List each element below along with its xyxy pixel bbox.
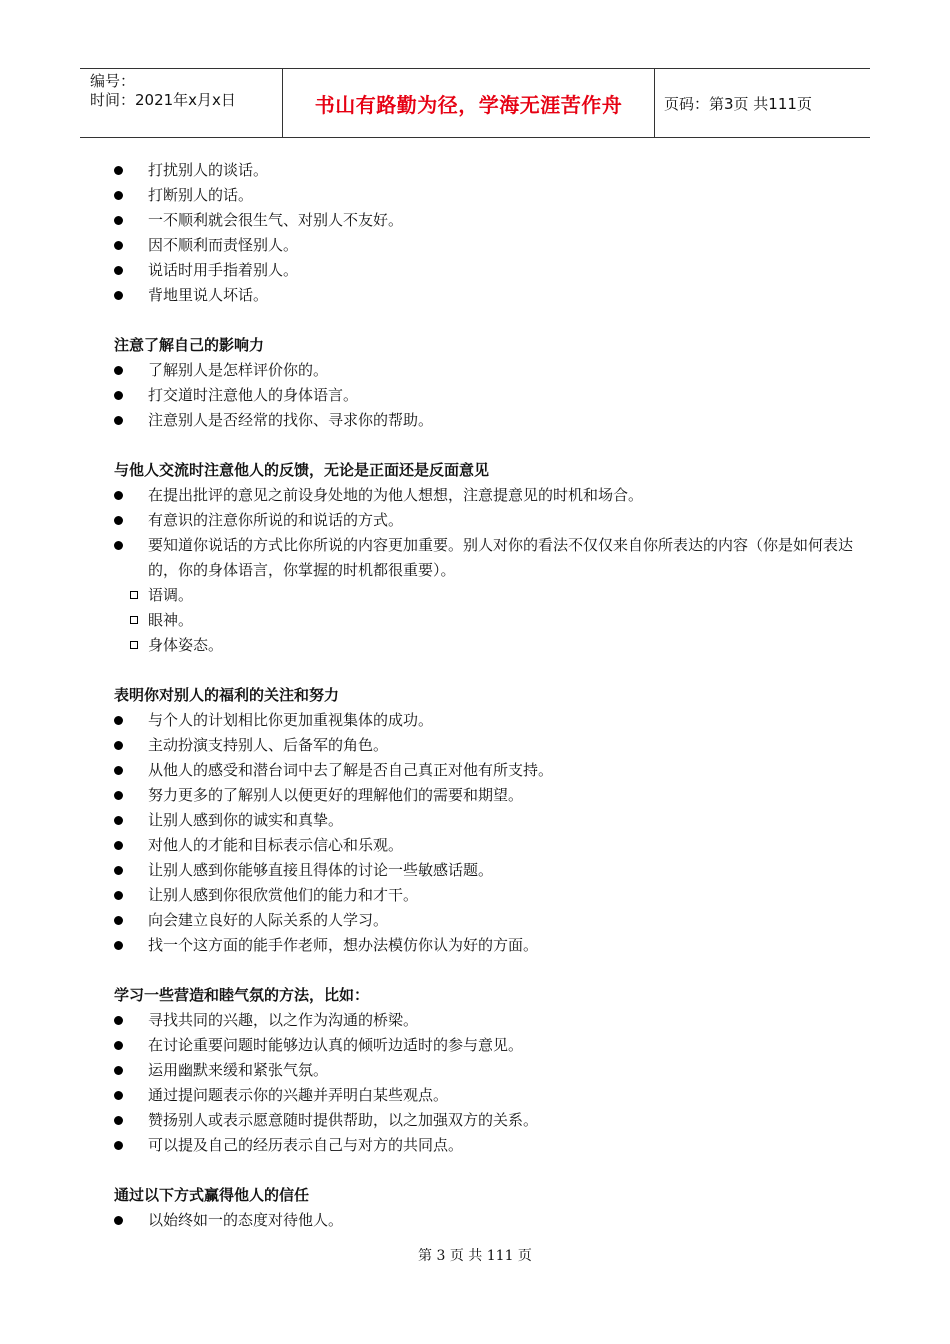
section bbox=[114, 158, 854, 308]
list-item bbox=[114, 833, 854, 858]
bullet-icon bbox=[114, 491, 123, 500]
bullet-icon bbox=[114, 541, 123, 550]
list-item-text: 向会建立良好的人际关系的人学习。 bbox=[148, 911, 389, 929]
list-item bbox=[114, 908, 854, 933]
list-item bbox=[114, 933, 854, 958]
section bbox=[114, 1183, 854, 1233]
bullet-list bbox=[114, 158, 854, 308]
list-item bbox=[114, 408, 854, 433]
list-item bbox=[114, 183, 854, 208]
list-item bbox=[114, 1108, 854, 1133]
bullet-icon bbox=[114, 1216, 123, 1225]
bullet-icon bbox=[114, 391, 123, 400]
list-item-text: 因不顺利而责怪别人。 bbox=[148, 236, 299, 254]
bullet-icon bbox=[114, 1141, 123, 1150]
header-motto-cell bbox=[283, 69, 655, 137]
header-page-code: 页码：第3页 共111页 bbox=[664, 94, 812, 113]
bullet-icon bbox=[114, 916, 123, 925]
sub-list-item bbox=[114, 633, 854, 658]
bullet-icon bbox=[114, 216, 123, 225]
section-heading: 注意了解自己的影响力 bbox=[114, 336, 265, 354]
sub-list-item-text: 眼神。 bbox=[148, 611, 194, 629]
list-item bbox=[114, 1058, 854, 1083]
sub-list-item-text: 身体姿态。 bbox=[148, 636, 224, 654]
list-item-text: 注意别人是否经常的找你、寻求你的帮助。 bbox=[148, 411, 434, 429]
section-heading: 学习一些营造和睦气氛的方法，比如： bbox=[114, 986, 370, 1004]
bullet-list bbox=[114, 708, 854, 958]
bullet-icon bbox=[114, 1091, 123, 1100]
list-item-text: 一不顺利就会很生气、对别人不友好。 bbox=[148, 211, 404, 229]
bullet-icon bbox=[114, 941, 123, 950]
bullet-icon bbox=[114, 191, 123, 200]
list-item bbox=[114, 258, 854, 283]
section bbox=[114, 458, 854, 658]
bullet-list bbox=[114, 358, 854, 433]
list-item-text: 有意识的注意你所说的和说话的方式。 bbox=[148, 511, 404, 529]
list-item bbox=[114, 758, 854, 783]
list-item bbox=[114, 883, 854, 908]
bullet-icon bbox=[114, 866, 123, 875]
square-bullet-icon bbox=[130, 591, 138, 599]
bullet-icon bbox=[114, 716, 123, 725]
list-item-text: 让别人感到你很欣赏他们的能力和才干。 bbox=[148, 886, 419, 904]
section-heading: 与他人交流时注意他人的反馈，无论是正面还是反面意见 bbox=[114, 461, 490, 479]
bullet-icon bbox=[114, 891, 123, 900]
page-footer: 第 3 页 共 111 页 bbox=[418, 1248, 532, 1264]
list-item bbox=[114, 808, 854, 833]
bullet-icon bbox=[114, 1066, 123, 1075]
list-item-text: 寻找共同的兴趣，以之作为沟通的桥梁。 bbox=[148, 1011, 419, 1029]
sub-list-item-text: 语调。 bbox=[148, 586, 194, 604]
doc-date-label: 时间：2021年x月x日 bbox=[90, 91, 236, 109]
list-item-text: 与个人的计划相比你更加重视集体的成功。 bbox=[148, 711, 434, 729]
list-item bbox=[114, 1008, 854, 1033]
doc-number-label: 编号： bbox=[90, 72, 136, 90]
bullet-icon bbox=[114, 241, 123, 250]
section bbox=[114, 683, 854, 958]
list-item-text: 背地里说人坏话。 bbox=[148, 286, 269, 304]
list-item-text: 打扰别人的谈话。 bbox=[148, 161, 269, 179]
list-item bbox=[114, 1083, 854, 1108]
bullet-icon bbox=[114, 366, 123, 375]
header-page-cell bbox=[655, 69, 870, 137]
bullet-icon bbox=[114, 1016, 123, 1025]
square-bullet-icon bbox=[130, 616, 138, 624]
bullet-list bbox=[114, 483, 854, 658]
list-item-text: 可以提及自己的经历表示自己与对方的共同点。 bbox=[148, 1136, 464, 1154]
bullet-icon bbox=[114, 516, 123, 525]
bullet-list bbox=[114, 1208, 854, 1233]
bullet-list bbox=[114, 1008, 854, 1158]
bullet-icon bbox=[114, 416, 123, 425]
bullet-icon bbox=[114, 266, 123, 275]
list-item-text: 打交道时注意他人的身体语言。 bbox=[148, 386, 359, 404]
bullet-icon bbox=[114, 816, 123, 825]
sub-list-item bbox=[114, 608, 854, 633]
list-item-text: 赞扬别人或表示愿意随时提供帮助，以之加强双方的关系。 bbox=[148, 1111, 539, 1129]
bullet-icon bbox=[114, 1041, 123, 1050]
list-item-text: 了解别人是怎样评价你的。 bbox=[148, 361, 329, 379]
bullet-icon bbox=[114, 291, 123, 300]
list-item bbox=[114, 283, 854, 308]
list-item bbox=[114, 708, 854, 733]
list-item bbox=[114, 233, 854, 258]
section bbox=[114, 333, 854, 433]
section-heading: 通过以下方式赢得他人的信任 bbox=[114, 1186, 310, 1204]
list-item-text: 以始终如一的态度对待他人。 bbox=[148, 1211, 344, 1229]
bullet-icon bbox=[114, 841, 123, 850]
list-item-text: 让别人感到你能够直接且得体的讨论一些敏感话题。 bbox=[148, 861, 494, 879]
list-item-text: 努力更多的了解别人以便更好的理解他们的需要和期望。 bbox=[148, 786, 524, 804]
list-item-text: 对他人的才能和目标表示信心和乐观。 bbox=[148, 836, 404, 854]
header-motto: 书山有路勤为径，学海无涯苦作舟 bbox=[314, 92, 623, 117]
bullet-icon bbox=[114, 1116, 123, 1125]
sub-list-item bbox=[114, 583, 854, 608]
list-item-text: 在讨论重要问题时能够边认真的倾听边适时的参与意见。 bbox=[148, 1036, 524, 1054]
list-item-text: 主动扮演支持别人、后备军的角色。 bbox=[148, 736, 389, 754]
list-item bbox=[114, 533, 854, 583]
list-item bbox=[114, 508, 854, 533]
list-item-text: 运用幽默来缓和紧张气氛。 bbox=[148, 1061, 329, 1079]
page-header bbox=[80, 68, 870, 138]
list-item bbox=[114, 358, 854, 383]
list-item-text: 让别人感到你的诚实和真挚。 bbox=[148, 811, 344, 829]
document-body bbox=[114, 158, 854, 1258]
list-item bbox=[114, 1133, 854, 1158]
list-item-text: 在提出批评的意见之前设身处地的为他人想想，注意提意见的时机和场合。 bbox=[148, 486, 644, 504]
list-item-text: 从他人的感受和潜台词中去了解是否自己真正对他有所支持。 bbox=[148, 761, 554, 779]
list-item-text: 要知道你说话的方式比你所说的内容更加重要。别人对你的看法不仅仅来自你所表达的内容（你是如何表达的，你的身体语言，你掌握的时机都很重要）。 bbox=[148, 536, 854, 579]
bullet-icon bbox=[114, 741, 123, 750]
bullet-icon bbox=[114, 166, 123, 175]
list-item bbox=[114, 858, 854, 883]
bullet-icon bbox=[114, 791, 123, 800]
list-item-text: 说话时用手指着别人。 bbox=[148, 261, 299, 279]
list-item bbox=[114, 208, 854, 233]
list-item-text: 打断别人的话。 bbox=[148, 186, 254, 204]
list-item bbox=[114, 383, 854, 408]
header-info-cell bbox=[80, 69, 283, 137]
bullet-icon bbox=[114, 766, 123, 775]
list-item bbox=[114, 483, 854, 508]
section-heading: 表明你对别人的福利的关注和努力 bbox=[114, 686, 340, 704]
list-item bbox=[114, 1208, 854, 1233]
list-item-text: 找一个这方面的能手作老师，想办法模仿你认为好的方面。 bbox=[148, 936, 539, 954]
list-item bbox=[114, 1033, 854, 1058]
list-item bbox=[114, 733, 854, 758]
list-item bbox=[114, 158, 854, 183]
list-item bbox=[114, 783, 854, 808]
list-item-text: 通过提问题表示你的兴趣并弄明白某些观点。 bbox=[148, 1086, 449, 1104]
square-bullet-icon bbox=[130, 641, 138, 649]
section bbox=[114, 983, 854, 1158]
